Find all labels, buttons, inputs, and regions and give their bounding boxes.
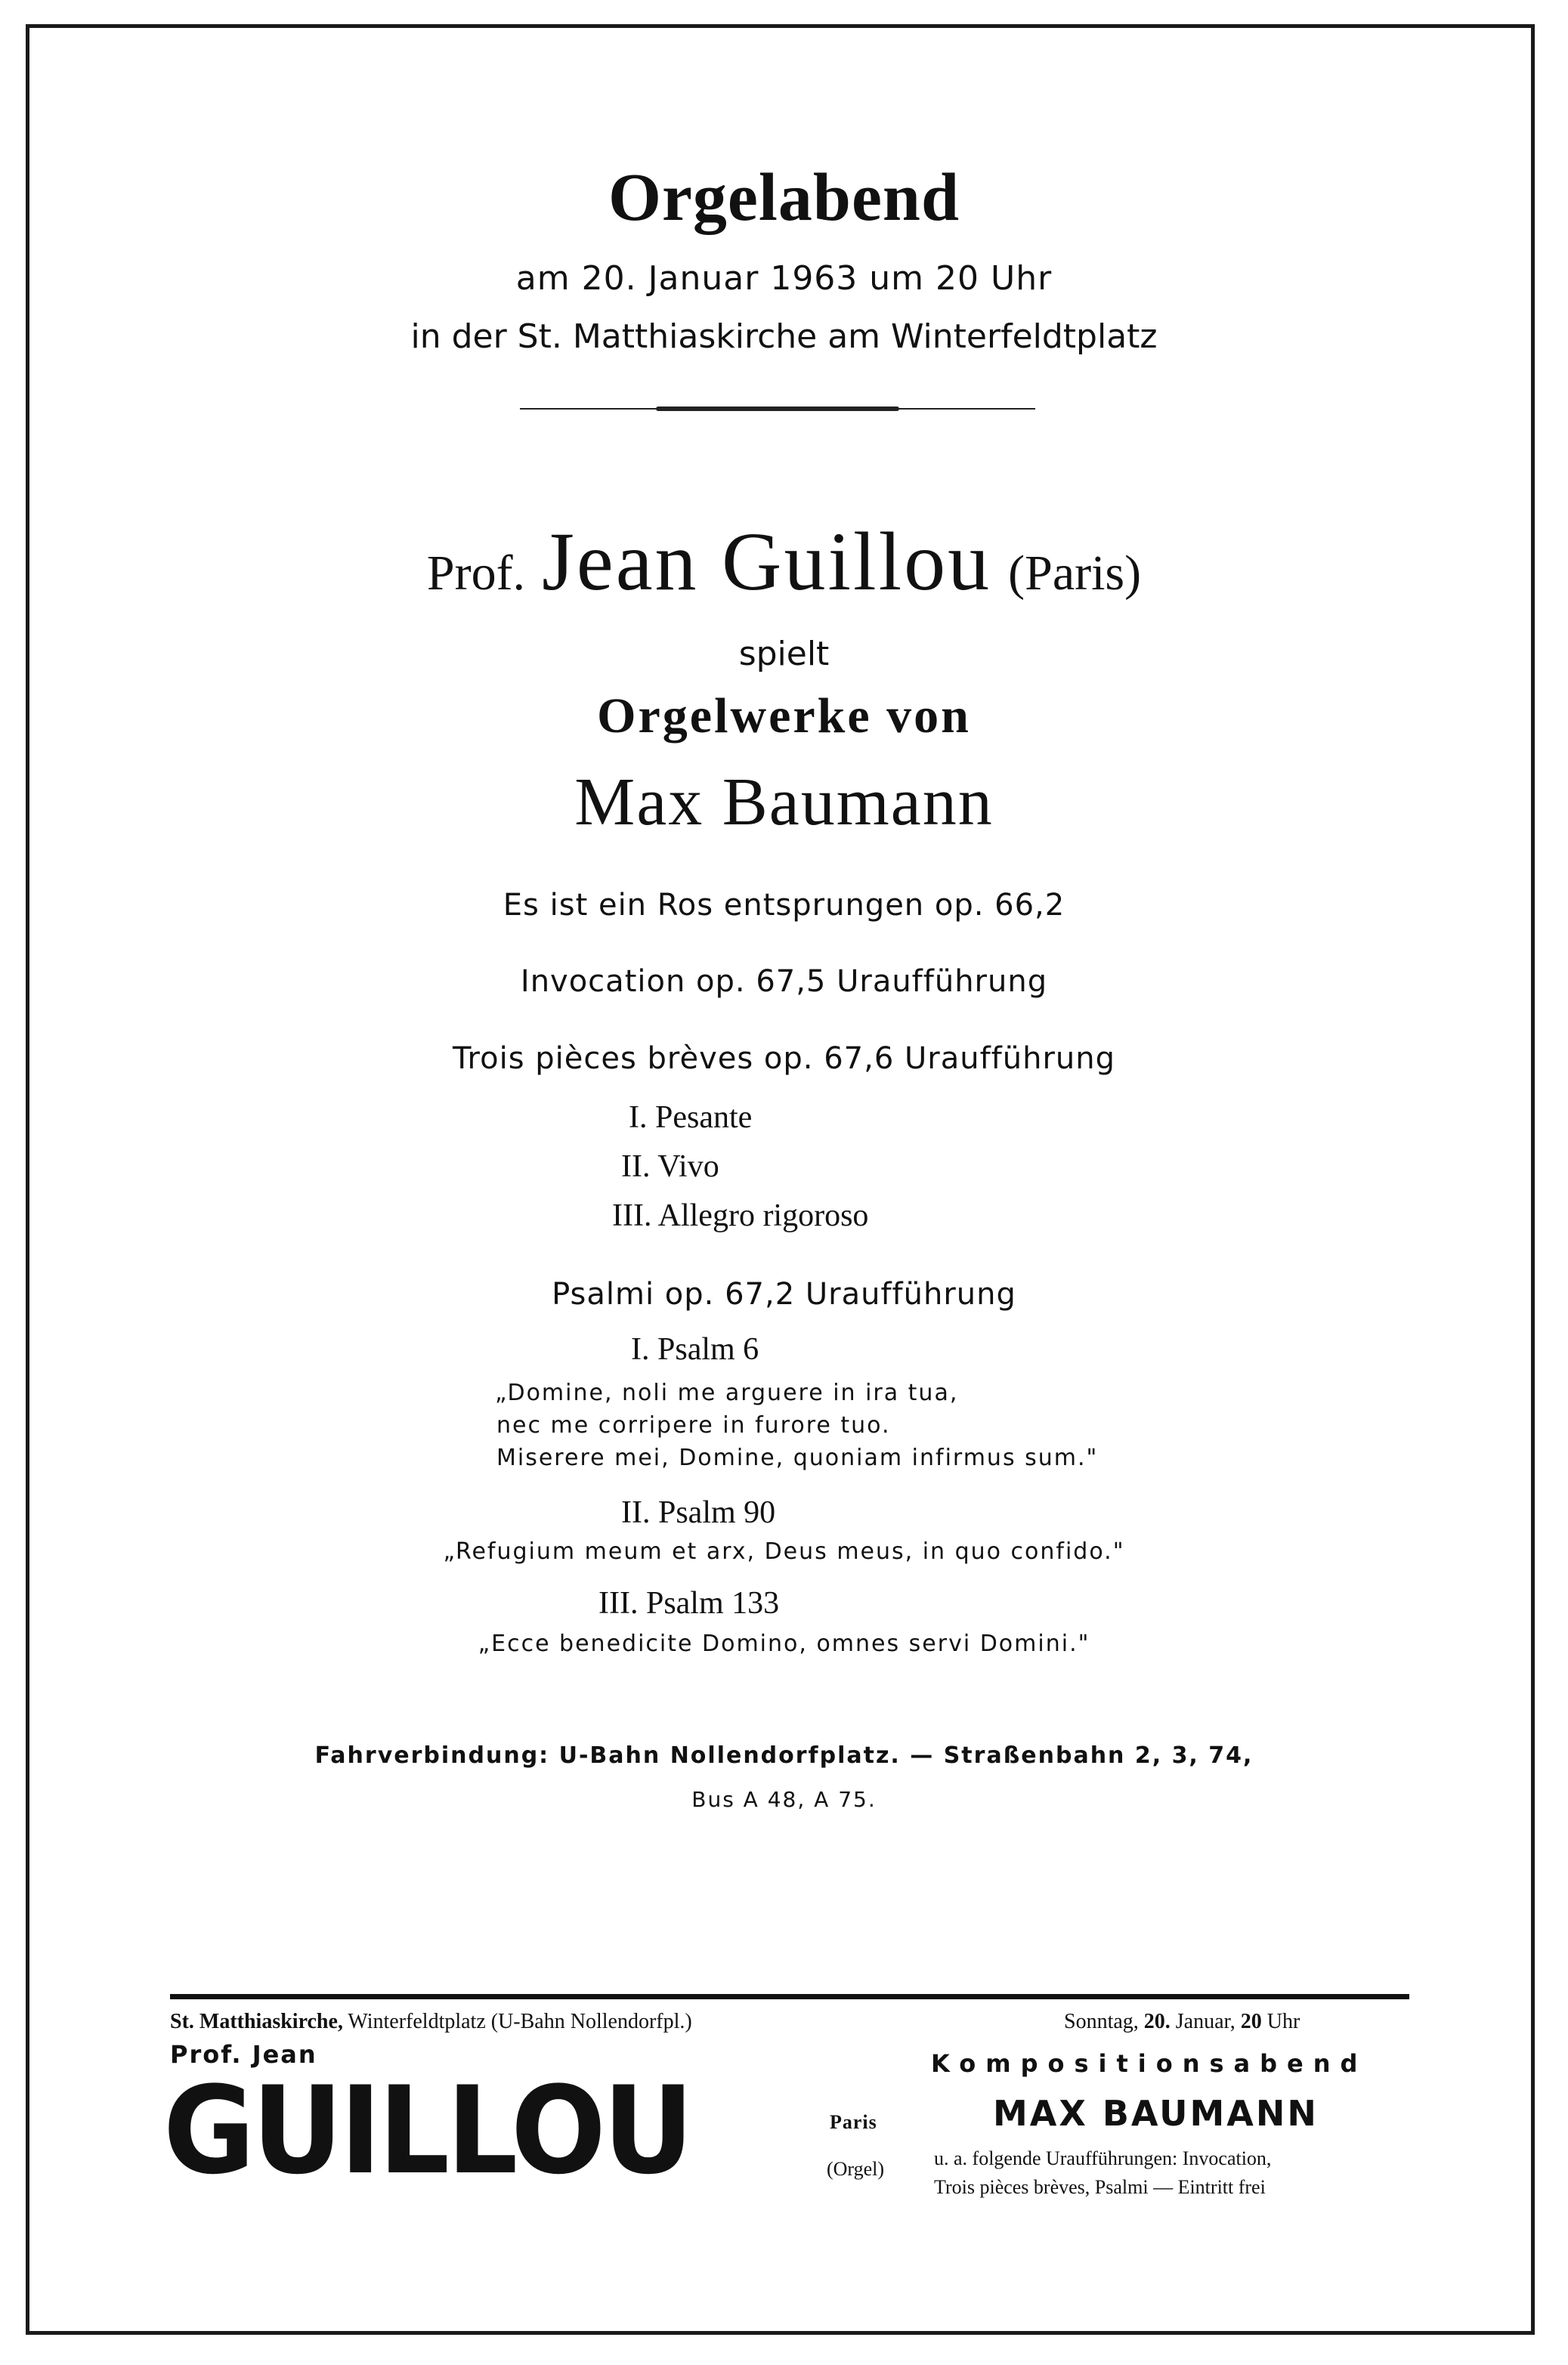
psalm-3-title: III. Psalm 133 — [598, 1586, 780, 1621]
venue-line: in der St. Matthiaskirche am Winterfeldtplatz — [410, 317, 1158, 356]
ad-date-month: Januar, — [1175, 2010, 1236, 2033]
ad-performer-city: Paris — [830, 2111, 877, 2133]
ad-note-line-1: u. a. folgende Uraufführungen: Invocation, — [934, 2147, 1272, 2169]
psalm-1-title: I. Psalm 6 — [631, 1332, 759, 1367]
ad-location-detail: Winterfeldtplatz (U-Bahn Nollendorfpl.) — [348, 2010, 692, 2033]
ad-performer-instrument: (Orgel) — [827, 2158, 885, 2180]
psalm-3-text: „Ecce benedicite Domino, omnes servi Domini." — [478, 1631, 1090, 1657]
psalm-1-line-1: „Domine, noli me arguere in ira tua, — [495, 1380, 959, 1406]
psalm-2-title: II. Psalm 90 — [621, 1495, 776, 1530]
ad-performer-first: Prof. Jean — [170, 2040, 317, 2069]
movement-3: III. Allegro rigoroso — [612, 1198, 869, 1233]
composer-name: Max Baumann — [574, 765, 994, 839]
page-border — [26, 24, 1535, 2335]
performer-title: Prof. — [426, 546, 526, 601]
psalm-2-text: „Refugium meum et arx, Deus meus, in quo confido." — [443, 1538, 1125, 1565]
concert-title: Orgelabend — [608, 160, 960, 235]
movement-2: II. Vivo — [621, 1149, 719, 1184]
ad-date — [1064, 2010, 1300, 2034]
transport-line-1: Fahrverbindung: U-Bahn Nollendorfplatz. — Straßenbahn 2, 3, 74, — [314, 1742, 1254, 1769]
movement-1: I. Pesante — [629, 1100, 753, 1135]
ad-note-line-2: Trois pièces brèves, Psalmi — Eintritt frei — [934, 2176, 1266, 2198]
ad-date-weekday: Sonntag, — [1064, 2010, 1139, 2033]
ad-divider — [170, 1994, 1409, 1999]
program-piece-4: Psalmi op. 67,2 Uraufführung — [552, 1277, 1016, 1312]
header-divider — [520, 407, 1035, 411]
ad-date-day: 20. — [1143, 2010, 1171, 2033]
works-heading: Orgelwerke von — [597, 688, 971, 744]
program-piece-3: Trois pièces brèves op. 67,6 Uraufführung — [453, 1041, 1115, 1076]
ad-performer-last: GUILLOU — [163, 2060, 691, 2201]
performer-line — [0, 514, 1568, 610]
date-line: am 20. Januar 1963 um 20 Uhr — [515, 259, 1053, 298]
ad-location — [170, 2010, 692, 2034]
program-piece-1: Es ist ein Ros entsprungen op. 66,2 — [503, 888, 1065, 923]
transport-line-2: Bus A 48, A 75. — [691, 1787, 877, 1812]
program-piece-2: Invocation op. 67,5 Uraufführung — [520, 964, 1048, 999]
ad-date-hour: 20 — [1240, 2010, 1262, 2033]
ad-date-unit: Uhr — [1266, 2010, 1300, 2033]
psalm-1-line-3: Miserere mei, Domine, quoniam infirmus sum." — [496, 1445, 1099, 1471]
ad-event-title: Kompositionsabend — [931, 2049, 1368, 2078]
psalm-1-line-2: nec me corripere in furore tuo. — [496, 1412, 891, 1439]
ad-composer: MAX BAUMANN — [993, 2093, 1319, 2134]
performer-city: (Paris) — [1008, 546, 1142, 601]
ad-location-church: St. Matthiaskirche, — [170, 2010, 343, 2033]
performer-name: Jean Guillou — [542, 515, 992, 607]
performs-text: spielt — [738, 635, 830, 673]
